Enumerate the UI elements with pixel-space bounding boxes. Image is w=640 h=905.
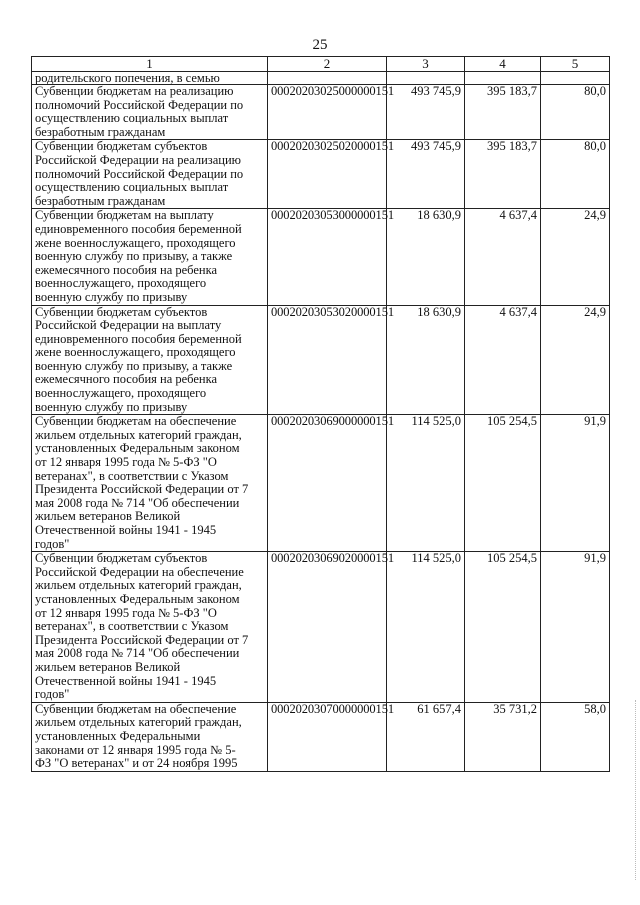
row-percent: 24,9 (541, 305, 610, 415)
column-header-4: 4 (465, 57, 541, 72)
table-row (32, 305, 610, 415)
row-plan: 114 525,0 (387, 415, 465, 552)
row-name: Субвенции бюджетам на реализацию полномочий Российской Федерации по осуществлению социальных выплат безработным гражданам (32, 85, 268, 140)
row-fact: 4 637,4 (465, 209, 541, 305)
row-percent: 91,9 (541, 552, 610, 703)
table-row (32, 552, 610, 703)
row-percent: 91,9 (541, 415, 610, 552)
row-percent: 24,9 (541, 209, 610, 305)
row-fact: 35 731,2 (465, 702, 541, 771)
column-header-2: 2 (268, 57, 387, 72)
budget-table (31, 56, 610, 772)
table-body (32, 72, 610, 772)
continuation-row (32, 72, 610, 85)
row-percent: 80,0 (541, 140, 610, 209)
row-code: 00020203070000000151 (268, 702, 387, 771)
row-code: 00020203053020000151 (268, 305, 387, 415)
table-row (32, 209, 610, 305)
row-plan: 18 630,9 (387, 209, 465, 305)
page-number: 25 (312, 37, 328, 53)
column-header-1: 1 (32, 57, 268, 72)
row-name: Субвенции бюджетам на выплату единовременного пособия беременной жене военнослужащего, проходящего военную службу по призыву, а также ежемесячного пособия на ребенка военнослужащего, проходящего военную службу по призыву (32, 209, 268, 305)
scan-margin-mark (629, 700, 636, 880)
row-plan: 18 630,9 (387, 305, 465, 415)
row-name: Субвенции бюджетам на обеспечение жильем отдельных категорий граждан, установленных Федеральными законами от 12 января 1995 года № 5- ФЗ "О ветеранах" и от 24 ноября 1995 (32, 702, 268, 771)
table-row (32, 415, 610, 552)
continuation-text: родительского попечения, в семью (32, 72, 268, 85)
column-header-5: 5 (541, 57, 610, 72)
row-code: 00020203025000000151 (268, 85, 387, 140)
row-fact: 105 254,5 (465, 415, 541, 552)
row-fact: 105 254,5 (465, 552, 541, 703)
continuation-fact (465, 72, 541, 85)
row-fact: 4 637,4 (465, 305, 541, 415)
table-header (32, 57, 610, 72)
row-percent: 80,0 (541, 85, 610, 140)
column-header-3: 3 (387, 57, 465, 72)
continuation-pct (541, 72, 610, 85)
row-code: 00020203069020000151 (268, 552, 387, 703)
row-name: Субвенции бюджетам субъектов Российской Федерации на выплату единовременного пособия беременной жене военнослужащего, проходящего военную службу по призыву, а также ежемесячного пособия на ребенка военнослужащего, проходящего военную службу по призыву (32, 305, 268, 415)
header-row (32, 57, 610, 72)
row-percent: 58,0 (541, 702, 610, 771)
table-row (32, 85, 610, 140)
row-plan: 493 745,9 (387, 140, 465, 209)
table-row (32, 702, 610, 771)
row-fact: 395 183,7 (465, 140, 541, 209)
row-code: 00020203069000000151 (268, 415, 387, 552)
row-code: 00020203025020000151 (268, 140, 387, 209)
continuation-plan (387, 72, 465, 85)
row-fact: 395 183,7 (465, 85, 541, 140)
continuation-code (268, 72, 387, 85)
table-row (32, 140, 610, 209)
row-plan: 114 525,0 (387, 552, 465, 703)
row-code: 00020203053000000151 (268, 209, 387, 305)
row-name: Субвенции бюджетам субъектов Российской Федерации на реализацию полномочий Российской Федерации по осуществлению социальных выплат безработным гражданам (32, 140, 268, 209)
row-plan: 493 745,9 (387, 85, 465, 140)
row-plan: 61 657,4 (387, 702, 465, 771)
row-name: Субвенции бюджетам субъектов Российской Федерации на обеспечение жильем отдельных категорий граждан, установленных Федеральным законом от 12 января 1995 года № 5-ФЗ "О ветеранах", в соответствии с Указом Президента Российской Федерации от 7 мая 2008 года № 714 "Об обеспечении жильем ветеранов Великой Отечественной войны 1941 - 1945 годов" (32, 552, 268, 703)
row-name: Субвенции бюджетам на обеспечение жильем отдельных категорий граждан, установленных Федеральным законом от 12 января 1995 года № 5-ФЗ "О ветеранах", в соответствии с Указом Президента Российской Федерации от 7 мая 2008 года № 714 "Об обеспечении жильем ветеранов Великой Отечественной войны 1941 - 1945 годов" (32, 415, 268, 552)
